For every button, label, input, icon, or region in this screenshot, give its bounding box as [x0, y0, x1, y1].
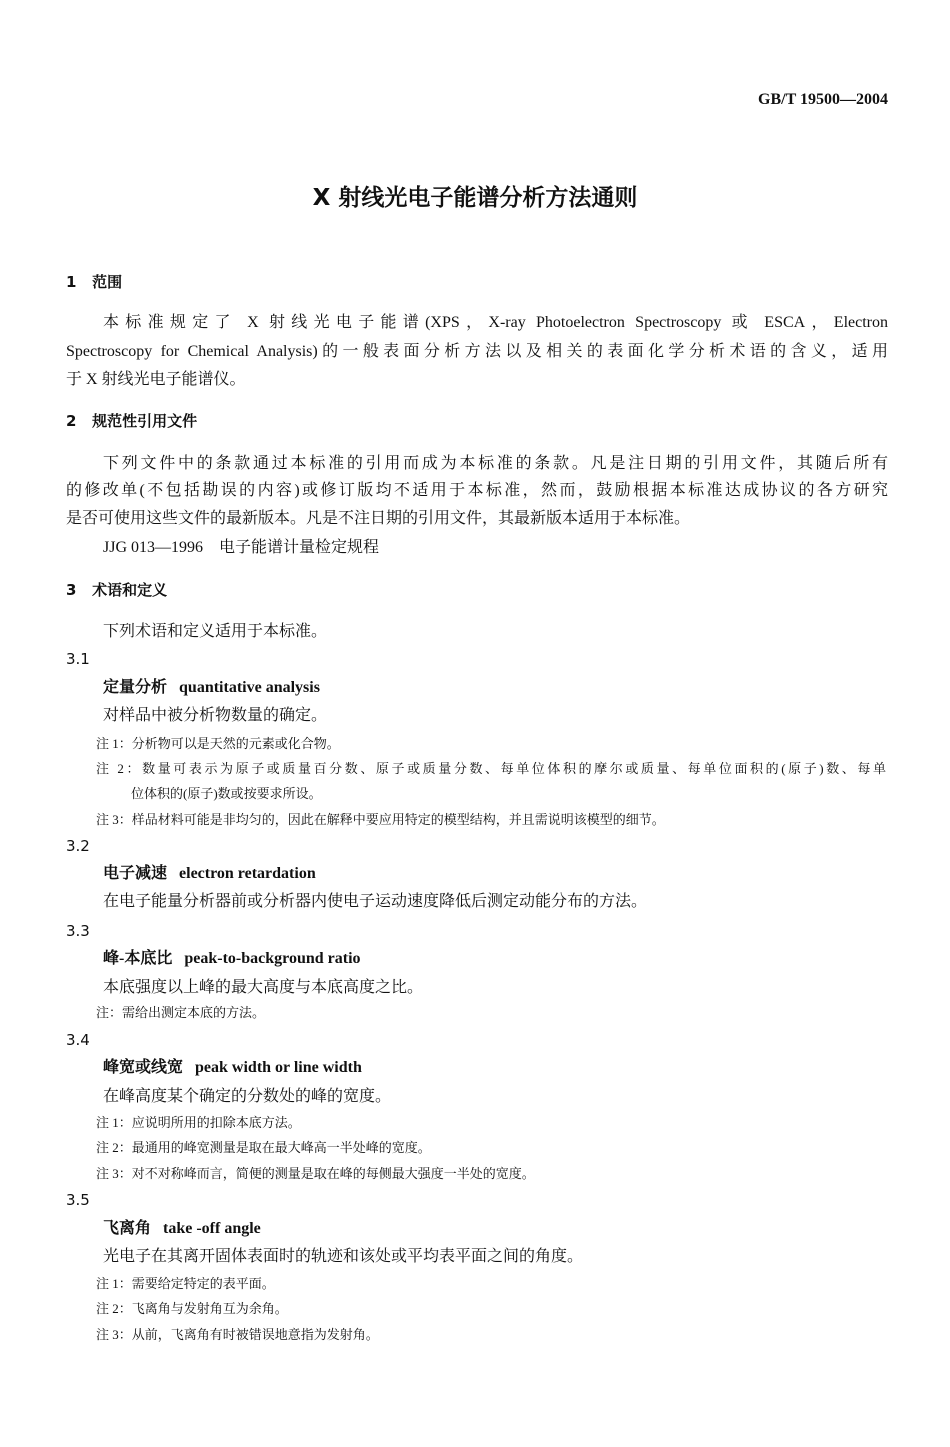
section-number: 2: [66, 412, 77, 430]
term-heading: [103, 949, 361, 969]
term-number: 3.3: [66, 922, 90, 940]
term-en: quantitative analysis: [179, 679, 320, 696]
paragraph-line: 下列文件中的条款通过本标准的引用而成为本标准的条款。凡是注日期的引用文件，其随后所有: [103, 455, 888, 472]
section-heading-3: [66, 580, 167, 600]
term-en: peak-to-background ratio: [184, 950, 361, 967]
page-title: X 射线光电子能谱分析方法通则: [312, 185, 638, 211]
section-intro: 下列术语和定义适用于本标准。: [103, 623, 328, 640]
standard-number: GB/T 19500—2004: [758, 91, 888, 108]
term-definition: 在电子能量分析器前或分析器内使电子运动速度降低后测定动能分布的方法。: [103, 893, 648, 910]
term-definition: 对样品中被分析物数量的确定。: [103, 707, 328, 724]
note: 注：需给出测定本底的方法。: [96, 1005, 266, 1020]
paragraph-line: 于 X 射线光电子能谱仪。: [66, 371, 246, 388]
note: 注 3：样品材料可能是非均匀的，因此在解释中要应用特定的模型结构，并且需说明该模型的细节。: [96, 812, 665, 827]
section-title: 范围: [92, 273, 123, 291]
note: 注 3：对不对称峰而言，简便的测量是取在峰的每侧最大强度一半处的宽度。: [96, 1166, 535, 1181]
normative-reference: JJG 013—1996 电子能谱计量检定规程: [103, 539, 380, 556]
term-zh: 飞离角: [103, 1220, 152, 1237]
paragraph-line: 本标准规定了 X 射线光电子能谱(XPS，X-ray Photoelectron Spectroscopy 或 ESCA，Electron: [103, 314, 888, 331]
section-heading-2: [66, 411, 197, 431]
section-number: 3: [66, 581, 77, 599]
note: 注 1：需要给定特定的表平面。: [96, 1276, 275, 1291]
note: 注 1：分析物可以是天然的元素或化合物。: [96, 736, 340, 751]
term-definition: 本底强度以上峰的最大高度与本底高度之比。: [103, 979, 424, 996]
term-zh: 峰宽或线宽: [103, 1059, 184, 1076]
term-heading: [103, 1219, 261, 1239]
term-number: 3.1: [66, 650, 90, 668]
term-definition: 在峰高度某个确定的分数处的峰的宽度。: [103, 1088, 392, 1105]
term-heading: [103, 678, 320, 698]
paragraph-line: 的修改单(不包括勘误的内容)或修订版均不适用于本标准，然而，鼓励根据本标准达成协议的各方研究: [66, 482, 888, 499]
term-definition: 光电子在其离开固体表面时的轨迹和该处或平均表平面之间的角度。: [103, 1248, 584, 1265]
term-en: take -off angle: [163, 1220, 261, 1237]
section-title: 规范性引用文件: [92, 412, 198, 430]
term-heading: [103, 1058, 362, 1078]
note: 注 2：飞离角与发射角互为余角。: [96, 1301, 288, 1316]
note: 注 2：数量可表示为原子或质量百分数、原子或质量分数、每单位体积的摩尔或质量、每单位面积的(原子)数、每单: [96, 761, 886, 776]
term-zh: 峰-本底比: [103, 950, 173, 967]
term-zh: 电子减速: [103, 865, 168, 882]
note: 注 1：应说明所用的扣除本底方法。: [96, 1115, 301, 1130]
section-heading-1: [66, 272, 122, 292]
term-en: electron retardation: [179, 865, 316, 882]
term-number: 3.5: [66, 1191, 90, 1209]
term-heading: [103, 864, 316, 884]
paragraph-line: 是否可使用这些文件的最新版本。凡是不注日期的引用文件，其最新版本适用于本标准。: [66, 510, 691, 527]
section-title: 术语和定义: [92, 581, 168, 599]
term-number: 3.4: [66, 1031, 90, 1049]
section-number: 1: [66, 273, 77, 291]
paragraph-line: Spectroscopy for Chemical Analysis)的一般表面分析方法以及相关的表面化学分析术语的含义，适用: [66, 343, 888, 360]
term-number: 3.2: [66, 837, 90, 855]
note-continuation: 位体积的(原子)数或按要求所设。: [131, 786, 322, 801]
note: 注 3：从前，飞离角有时被错误地意指为发射角。: [96, 1327, 379, 1342]
term-zh: 定量分析: [103, 679, 168, 696]
term-en: peak width or line width: [195, 1059, 362, 1076]
note: 注 2：最通用的峰宽测量是取在最大峰高一半处峰的宽度。: [96, 1140, 431, 1155]
